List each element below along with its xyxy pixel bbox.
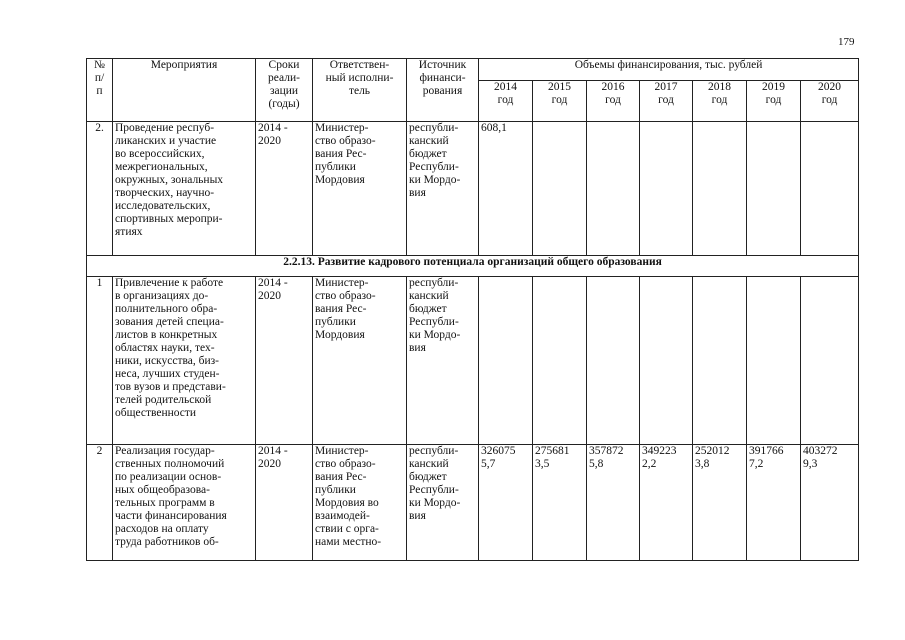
source-cell: республи- канский бюджет Республи- ки Мордо- вия xyxy=(407,445,479,561)
value-cell-2015: 275681 3,5 xyxy=(533,445,587,561)
value-cell-2020 xyxy=(801,277,859,445)
value-cell-2014 xyxy=(479,277,533,445)
header-year-2017: 2017 год xyxy=(640,80,693,122)
value-cell-2018 xyxy=(693,277,747,445)
value-cell-2016 xyxy=(587,122,640,256)
responsible-cell: Министер- ство образо- вания Рес- публики Мордовия xyxy=(313,122,407,256)
row-number: 2. xyxy=(87,122,113,256)
term-cell: 2014 - 2020 xyxy=(256,122,313,256)
row-number: 2 xyxy=(87,445,113,561)
header-source: Источник финанси- рования xyxy=(407,59,479,122)
value-cell-2020: 403272 9,3 xyxy=(801,445,859,561)
value-cell-2017 xyxy=(640,277,693,445)
header-responsible: Ответствен- ный исполни- тель xyxy=(313,59,407,122)
value-cell-2019 xyxy=(747,277,801,445)
event-cell: Привлечение к работе в организациях до- полнительного обра- зования детей специа- листов в конкретных областях науки, тех- ники, искусства, биз- неса, лучших студен- тов вузов и представи- телей родительской общественности xyxy=(113,277,256,445)
responsible-cell: Министер- ство образо- вания Рес- публики Мордовия во взаимодей- ствии с орга- нами местно- xyxy=(313,445,407,561)
value-cell-2020 xyxy=(801,122,859,256)
value-cell-2019: 391766 7,2 xyxy=(747,445,801,561)
funding-table xyxy=(86,58,859,561)
header-funding-title: Объемы финансирования, тыс. рублей xyxy=(479,59,859,81)
header-year-2019: 2019 год xyxy=(747,80,801,122)
value-cell-2017: 349223 2,2 xyxy=(640,445,693,561)
header-row-1 xyxy=(87,59,859,81)
header-year-2020: 2020 год xyxy=(801,80,859,122)
value-cell-2019 xyxy=(747,122,801,256)
section-title: 2.2.13. Развитие кадрового потенциала организаций общего образования xyxy=(87,256,859,277)
value-cell-2014: 608,1 xyxy=(479,122,533,256)
value-cell-2015 xyxy=(533,122,587,256)
value-cell-2014: 326075 5,7 xyxy=(479,445,533,561)
value-cell-2016: 357872 5,8 xyxy=(587,445,640,561)
header-year-2014: 2014 год xyxy=(479,80,533,122)
value-cell-2018: 252012 3,8 xyxy=(693,445,747,561)
source-cell: республи- канский бюджет Республи- ки Мордо- вия xyxy=(407,277,479,445)
value-cell-2016 xyxy=(587,277,640,445)
row-number: 1 xyxy=(87,277,113,445)
header-year-2016: 2016 год xyxy=(587,80,640,122)
header-events: Мероприятия xyxy=(113,59,256,122)
source-cell: республи- канский бюджет Республи- ки Мордо- вия xyxy=(407,122,479,256)
table-row xyxy=(87,445,859,561)
section-row xyxy=(87,256,859,277)
table-row xyxy=(87,122,859,256)
header-terms: Сроки реали- зации (годы) xyxy=(256,59,313,122)
term-cell: 2014 - 2020 xyxy=(256,445,313,561)
event-cell: Проведение респуб- ликанских и участие во всероссийских, межрегиональных, окружных, зональных творческих, научно- исследовательских, спортивных меропри- ятиях xyxy=(113,122,256,256)
value-cell-2015 xyxy=(533,277,587,445)
header-year-2015: 2015 год xyxy=(533,80,587,122)
value-cell-2018 xyxy=(693,122,747,256)
value-cell-2017 xyxy=(640,122,693,256)
table-row xyxy=(87,277,859,445)
page-number: 179 xyxy=(838,36,855,48)
event-cell: Реализация государ- ственных полномочий по реализации основ- ных общеобразова- тельных программ в части финансирования расходов на оплату труда работников об- xyxy=(113,445,256,561)
header-year-2018: 2018 год xyxy=(693,80,747,122)
header-no: № п/ п xyxy=(87,59,113,122)
term-cell: 2014 - 2020 xyxy=(256,277,313,445)
responsible-cell: Министер- ство образо- вания Рес- публики Мордовия xyxy=(313,277,407,445)
